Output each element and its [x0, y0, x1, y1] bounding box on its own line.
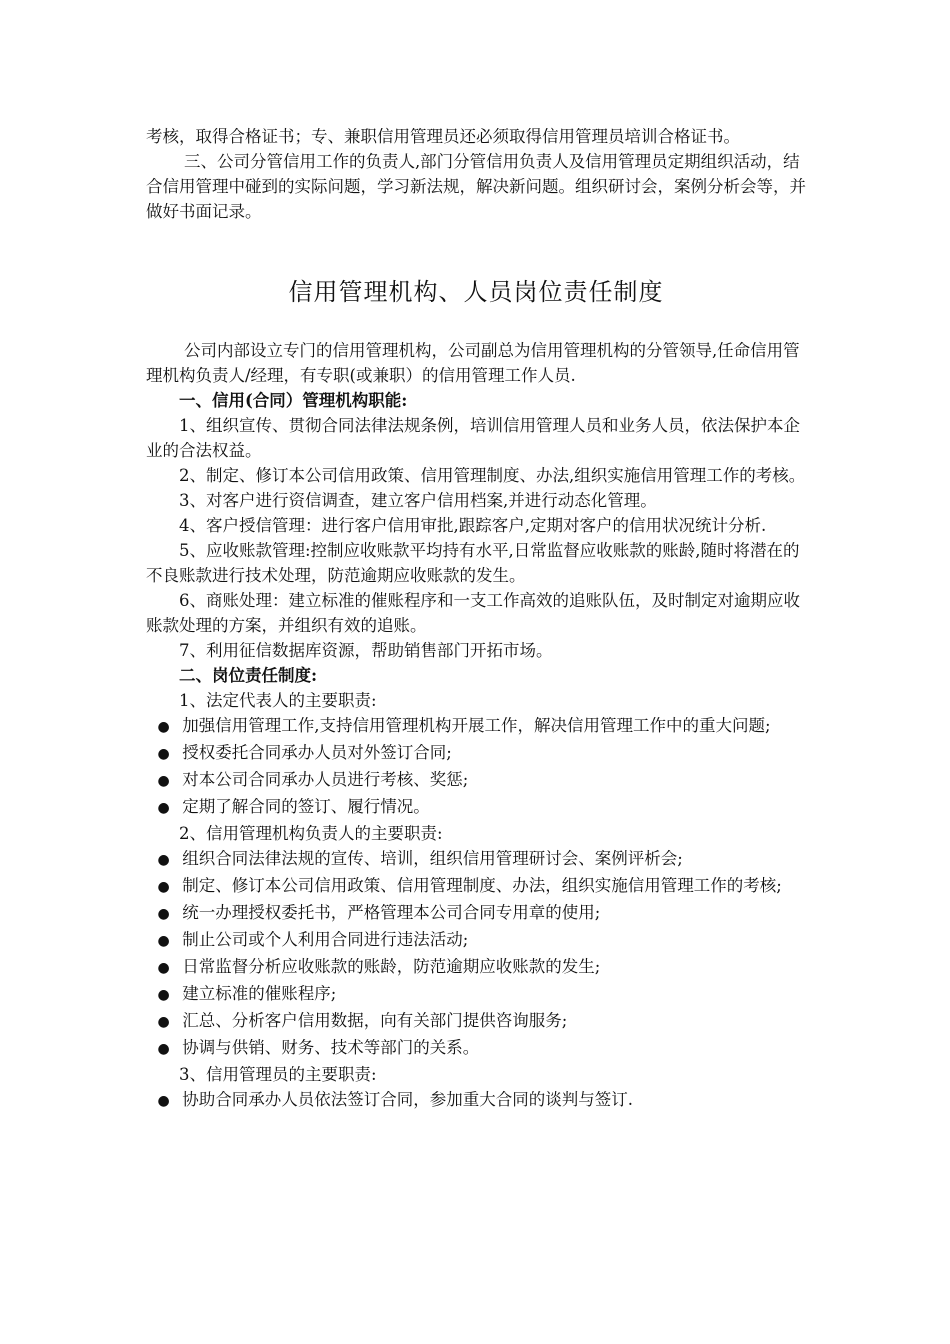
bullet-item: 协助合同承办人员依法签订合同，参加重大合同的谈判与签订.: [182, 1090, 634, 1109]
section1-item-7: 7、利用征信数据库资源，帮助销售部门开拓市场。: [179, 641, 553, 660]
bullet-item: 建立标准的催账程序;: [182, 984, 337, 1003]
bullet-item: 组织合同法律法规的宣传、培训，组织信用管理研讨会、案例评析会;: [182, 849, 683, 868]
bullet-item: 对本公司合同承办人员进行考核、奖惩;: [182, 770, 469, 789]
section1-item-6: 6、商账处理：建立标准的催账程序和一支工作高效的追账队伍，及时制定对逾期应收账款处理的方案，并组织有效的追账。: [146, 591, 800, 635]
section2-sub1: 1、法定代表人的主要职责:: [179, 691, 377, 710]
bullet-item: 制止公司或个人利用合同进行违法活动;: [182, 930, 469, 949]
bullet-item: 加强信用管理工作,支持信用管理机构开展工作，解决信用管理工作中的重大问题;: [182, 716, 771, 735]
bullet-item: 授权委托合同承办人员对外签订合同;: [182, 743, 452, 762]
section1-heading: 一、信用(合同）管理机构职能:: [179, 391, 408, 410]
section2-heading: 二、岗位责任制度:: [179, 666, 318, 685]
bullet-item: 定期了解合同的签订、履行情况。: [182, 797, 430, 816]
section2-sub3: 3、信用管理员的主要职责:: [179, 1065, 377, 1084]
bullet-item: 协调与供销、财务、技术等部门的关系。: [182, 1038, 480, 1057]
bullet-item: 日常监督分析应收账款的账龄，防范逾期应收账款的发生;: [182, 957, 601, 976]
section1-item-2: 2、制定、修订本公司信用政策、信用管理制度、办法,组织实施信用管理工作的考核。: [179, 466, 806, 485]
opening-paragraph: 公司内部设立专门的信用管理机构，公司副总为信用管理机构的分管领导,任命信用管理机构负责人/经理，有专职(或兼职）的信用管理工作人员.: [146, 341, 800, 385]
section1-item-1: 1、组织宣传、贯彻合同法律法规条例，培训信用管理人员和业务人员，依法保护本企业的合法权益。: [146, 416, 800, 460]
bullet-item: 制定、修订本公司信用政策、信用管理制度、办法，组织实施信用管理工作的考核;: [182, 876, 782, 895]
intro-paragraph-2: 三、公司分管信用工作的负责人,部门分管信用负责人及信用管理员定期组织活动，结合信用管理中碰到的实际问题，学习新法规，解决新问题。组织研讨会，案例分析会等，并做好书面记录。: [146, 152, 806, 221]
bullet-item: 统一办理授权委托书，严格管理本公司合同专用章的使用;: [182, 903, 601, 922]
section1-item-5: 5、应收账款管理:控制应收账款平均持有水平,日常监督应收账款的账龄,随时将潜在的不良账款进行技术处理，防范逾期应收账款的发生。: [146, 541, 800, 585]
bullet-item: 汇总、分析客户信用数据，向有关部门提供咨询服务;: [182, 1011, 568, 1030]
section1-item-3: 3、对客户进行资信调查，建立客户信用档案,并进行动态化管理。: [179, 491, 657, 510]
document-body: [146, 124, 806, 1114]
section2-sub2: 2、信用管理机构负责人的主要职责:: [179, 824, 443, 843]
section1-item-4: 4、客户授信管理：进行客户信用审批,跟踪客户,定期对客户的信用状况统计分析.: [179, 516, 767, 535]
section-title: 信用管理机构、人员岗位责任制度: [288, 278, 664, 306]
intro-paragraph-1: 考核，取得合格证书；专、兼职信用管理员还必须取得信用管理员培训合格证书。: [146, 127, 740, 146]
